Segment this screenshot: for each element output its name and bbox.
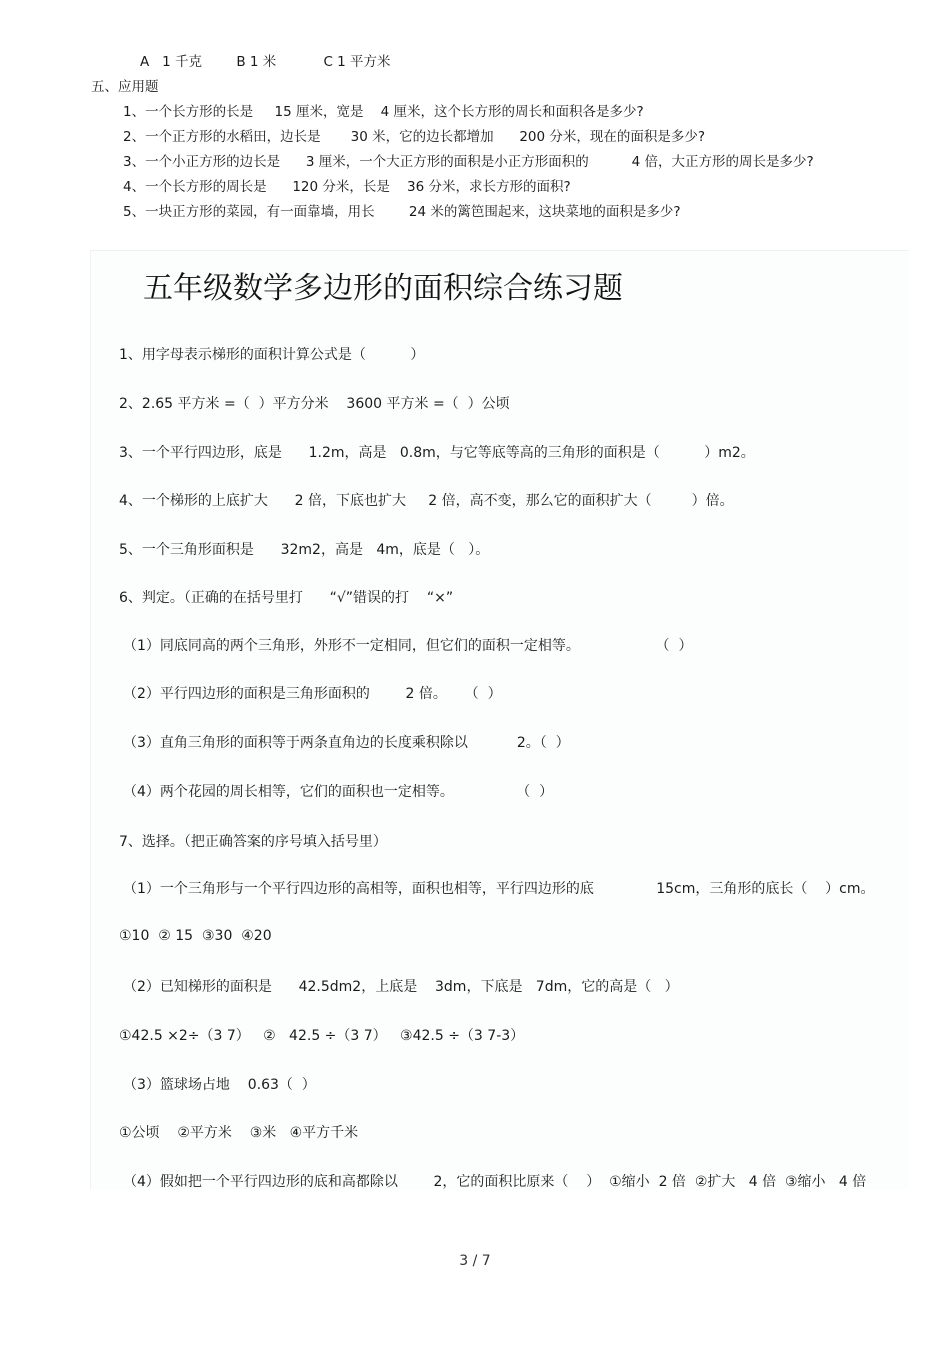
question-1: 1、用字母表示梯形的面积计算公式是（ ）: [119, 347, 425, 363]
choice-4: （4）假如把一个平行四边形的底和高都除以 2，它的面积比原来（ ） ①缩小 2 倍 ②扩大 4 倍 ③缩小 4 倍: [123, 1174, 867, 1190]
question-2: 2、2.65 平方米 =（ ）平方分米 3600 平方米 =（ ）公顷: [119, 396, 510, 412]
choice-1: （1）一个三角形与一个平行四边形的高相等，面积也相等，平行四边形的底 15cm，三角形的底长（ ）cm。: [123, 881, 875, 897]
judgement-4: （4）两个花园的周长相等，它们的面积也一定相等。 （ ）: [123, 784, 554, 800]
problem-4: 4、一个长方形的周长是 120 分米，长是 36 分米，求长方形的面积?: [123, 179, 571, 195]
page-number: 3 / 7: [459, 1253, 491, 1269]
worksheet-panel: [90, 250, 909, 1189]
question-4: 4、一个梯形的上底扩大 2 倍，下底也扩大 2 倍，高不变，那么它的面积扩大（ ）倍。: [119, 493, 734, 509]
choice-2: （2）已知梯形的面积是 42.5dm2，上底是 3dm，下底是 7dm，它的高是（ ）: [123, 979, 679, 995]
judgement-3: （3）直角三角形的面积等于两条直角边的长度乘积除以 2。（ ）: [123, 735, 570, 751]
question-5: 5、一个三角形面积是 32m2，高是 4m，底是（ ）。: [119, 542, 490, 558]
question-3: 3、一个平行四边形，底是 1.2m，高是 0.8m，与它等底等高的三角形的面积是（ ）m2。: [119, 445, 755, 461]
problem-5: 5、一块正方形的菜园，有一面靠墙，用长 24 米的篱笆围起来，这块菜地的面积是多少?: [123, 204, 681, 220]
question-6-heading: 6、判定。（正确的在括号里打 “√”错误的打 “×”: [119, 590, 454, 606]
problem-1: 1、一个长方形的长是 15 厘米，宽是 4 厘米，这个长方形的周长和面积各是多少?: [123, 104, 644, 120]
problem-2: 2、一个正方形的水稻田，边长是 30 米，它的边长都增加 200 分米，现在的面积是多少?: [123, 129, 706, 145]
judgement-1: （1）同底同高的两个三角形，外形不一定相同，但它们的面积一定相等。 （ ）: [123, 638, 693, 654]
options-line: A 1 千克 B 1 米 C 1 平方米: [140, 54, 391, 70]
section-heading: 五、应用题: [91, 79, 159, 95]
judgement-2: （2）平行四边形的面积是三角形面积的 2 倍。 （ ）: [123, 686, 502, 702]
worksheet-title: 五年级数学多边形的面积综合练习题: [143, 271, 623, 306]
choice-2-options: ①42.5 ×2÷（3 7） ② 42.5 ÷（3 7） ③42.5 ÷（3 7-3）: [119, 1028, 525, 1044]
problem-3: 3、一个小正方形的边长是 3 厘米，一个大正方形的面积是小正方形面积的 4 倍，大正方形的周长是多少?: [123, 154, 814, 170]
choice-3: （3）篮球场占地 0.63（ ）: [123, 1077, 316, 1093]
choice-3-options: ①公顷 ②平方米 ③米 ④平方千米: [119, 1125, 359, 1141]
question-7-heading: 7、选择。（把正确答案的序号填入括号里）: [119, 834, 387, 850]
choice-1-options: ①10 ② 15 ③30 ④20: [119, 928, 272, 944]
